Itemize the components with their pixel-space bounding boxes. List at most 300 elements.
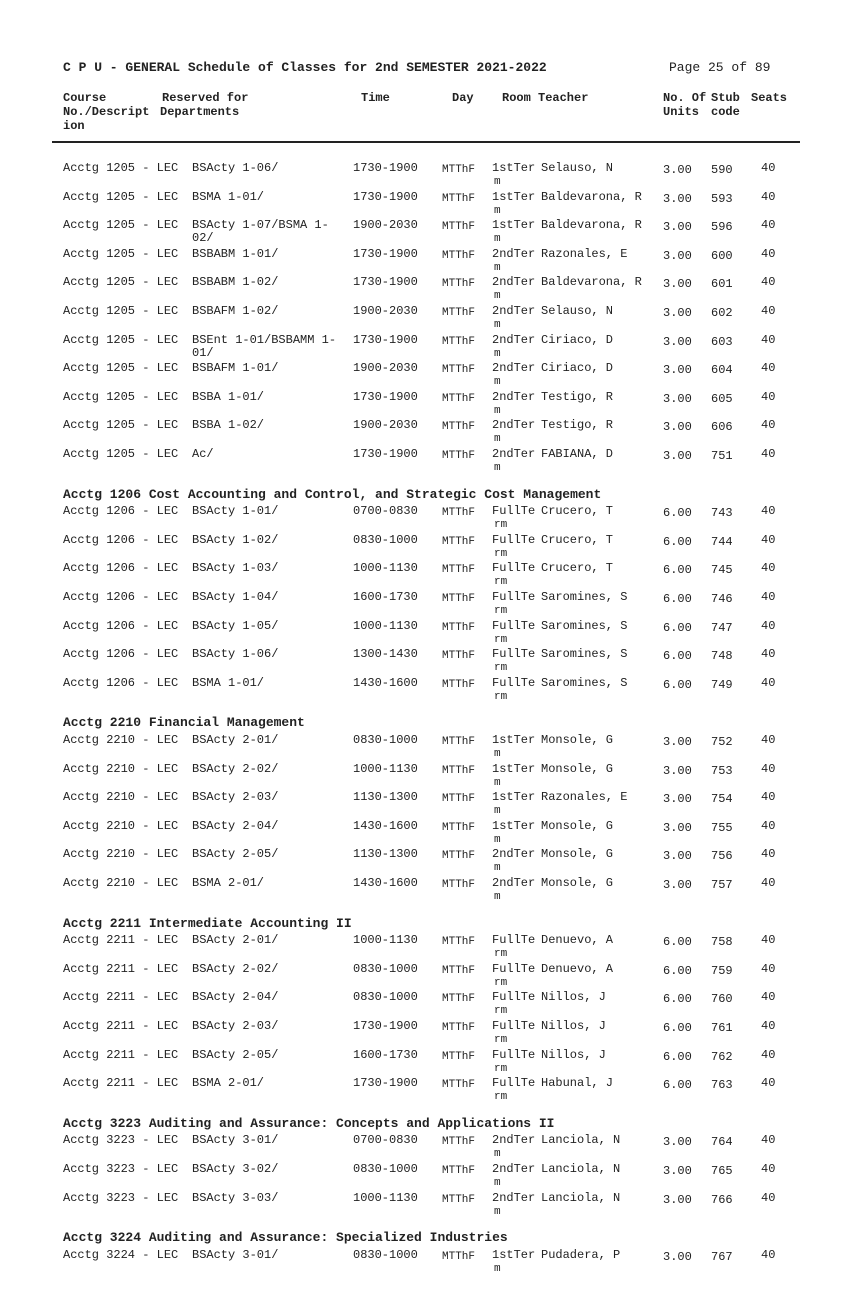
- day-cell: MTThF: [442, 307, 476, 319]
- column-header-course-line2: No./Descript: [63, 105, 150, 119]
- reserved-cell: Ac/: [192, 447, 214, 461]
- course-section-heading: Acctg 3224 Auditing and Assurance: Specialized Industries: [63, 1230, 508, 1245]
- teacher-cell: Baldevarona, R: [541, 218, 642, 232]
- seats-cell: 40: [761, 1133, 776, 1147]
- course-cell: Acctg 2211 - LEC: [63, 933, 179, 947]
- room-cell: 1stTer: [492, 733, 536, 747]
- room-cell: FullTe: [492, 676, 536, 690]
- room-cell: FullTe: [492, 590, 536, 604]
- room-cell-continued: rm: [494, 519, 508, 531]
- day-cell: MTThF: [442, 336, 476, 348]
- room-cell-continued: rm: [494, 1034, 508, 1046]
- room-cell-continued: rm: [494, 977, 508, 989]
- units-cell: 3.00: [663, 249, 692, 263]
- units-cell: 6.00: [663, 992, 692, 1006]
- column-header-reserved-line2: Departments: [160, 105, 240, 119]
- units-cell: 3.00: [663, 192, 692, 206]
- teacher-cell: Selauso, N: [541, 161, 614, 175]
- day-cell: MTThF: [442, 1022, 476, 1034]
- room-cell: 2ndTer: [492, 247, 536, 261]
- units-cell: 3.00: [663, 1250, 692, 1264]
- seats-cell: 40: [761, 447, 776, 461]
- room-cell: FullTe: [492, 1019, 536, 1033]
- time-cell: 1730-1900: [353, 333, 418, 347]
- day-cell: MTThF: [442, 736, 476, 748]
- units-cell: 3.00: [663, 420, 692, 434]
- room-cell: 1stTer: [492, 1248, 536, 1262]
- time-cell: 1000-1130: [353, 933, 418, 947]
- reserved-cell: BSActy 3-01/: [192, 1248, 279, 1262]
- seats-cell: 40: [761, 619, 776, 633]
- time-cell: 0830-1000: [353, 733, 418, 747]
- course-cell: Acctg 1205 - LEC: [63, 218, 179, 232]
- units-cell: 6.00: [663, 678, 692, 692]
- room-cell-continued: rm: [494, 1005, 508, 1017]
- room-cell-continued: m: [494, 433, 501, 445]
- stub-cell: 747: [711, 621, 733, 635]
- reserved-cell: BSActy 3-03/: [192, 1191, 279, 1205]
- room-cell: 1stTer: [492, 190, 536, 204]
- room-cell-continued: m: [494, 290, 501, 302]
- seats-cell: 40: [761, 762, 776, 776]
- course-cell: Acctg 1206 - LEC: [63, 561, 179, 575]
- seats-cell: 40: [761, 676, 776, 690]
- teacher-cell: Razonales, E: [541, 790, 628, 804]
- course-cell: Acctg 2210 - LEC: [63, 733, 179, 747]
- course-cell: Acctg 1206 - LEC: [63, 533, 179, 547]
- room-cell: 2ndTer: [492, 361, 536, 375]
- reserved-cell: BSMA 2-01/: [192, 876, 265, 890]
- reserved-cell: BSActy 2-01/: [192, 933, 279, 947]
- units-cell: 3.00: [663, 306, 692, 320]
- stub-cell: 601: [711, 277, 733, 291]
- units-cell: 3.00: [663, 849, 692, 863]
- units-cell: 6.00: [663, 1021, 692, 1035]
- room-cell-continued: m: [494, 462, 501, 474]
- room-cell: FullTe: [492, 962, 536, 976]
- seats-cell: 40: [761, 1048, 776, 1062]
- units-cell: 6.00: [663, 964, 692, 978]
- reserved-cell: BSMA 2-01/: [192, 1076, 265, 1090]
- stub-cell: 765: [711, 1164, 733, 1178]
- page-number: Page 25 of 89: [669, 60, 771, 75]
- day-cell: MTThF: [442, 993, 476, 1005]
- room-cell: 1stTer: [492, 819, 536, 833]
- course-cell: Acctg 3223 - LEC: [63, 1162, 179, 1176]
- course-cell: Acctg 1205 - LEC: [63, 275, 179, 289]
- day-cell: MTThF: [442, 1165, 476, 1177]
- day-cell: MTThF: [442, 1051, 476, 1063]
- room-cell: 2ndTer: [492, 275, 536, 289]
- course-cell: Acctg 2211 - LEC: [63, 962, 179, 976]
- room-cell-continued: m: [494, 405, 501, 417]
- column-header-reserved-line1: Reserved for: [162, 91, 249, 105]
- room-cell-continued: m: [494, 834, 501, 846]
- column-header-day: Day: [452, 91, 474, 105]
- reserved-cell: BSActy 1-05/: [192, 619, 279, 633]
- stub-cell: 761: [711, 1021, 733, 1035]
- teacher-cell: Saromines, S: [541, 647, 628, 661]
- day-cell: MTThF: [442, 650, 476, 662]
- units-cell: 3.00: [663, 1193, 692, 1207]
- course-section-heading: Acctg 2210 Financial Management: [63, 715, 305, 730]
- day-cell: MTThF: [442, 1194, 476, 1206]
- stub-cell: 767: [711, 1250, 733, 1264]
- room-cell: 2ndTer: [492, 847, 536, 861]
- stub-cell: 766: [711, 1193, 733, 1207]
- time-cell: 1130-1300: [353, 790, 418, 804]
- room-cell: 2ndTer: [492, 876, 536, 890]
- seats-cell: 40: [761, 275, 776, 289]
- teacher-cell: Nillos, J: [541, 1048, 606, 1062]
- time-cell: 1900-2030: [353, 304, 418, 318]
- column-header-course-line3: ion: [63, 119, 85, 133]
- stub-cell: 759: [711, 964, 733, 978]
- time-cell: 1600-1730: [353, 590, 418, 604]
- seats-cell: 40: [761, 361, 776, 375]
- teacher-cell: Lanciola, N: [541, 1133, 621, 1147]
- reserved-cell: BSActy 2-05/: [192, 1048, 279, 1062]
- room-cell: 2ndTer: [492, 447, 536, 461]
- page-title: C P U - GENERAL Schedule of Classes for 2nd SEMESTER 2021-2022: [63, 60, 547, 75]
- course-cell: Acctg 1205 - LEC: [63, 161, 179, 175]
- time-cell: 0830-1000: [353, 990, 418, 1004]
- seats-cell: 40: [761, 847, 776, 861]
- reserved-cell: BSActy 2-02/: [192, 962, 279, 976]
- room-cell-continued: m: [494, 348, 501, 360]
- units-cell: 3.00: [663, 449, 692, 463]
- units-cell: 3.00: [663, 392, 692, 406]
- room-cell: 1stTer: [492, 762, 536, 776]
- teacher-cell: Monsole, G: [541, 762, 614, 776]
- course-cell: Acctg 2211 - LEC: [63, 990, 179, 1004]
- time-cell: 0830-1000: [353, 1248, 418, 1262]
- time-cell: 0700-0830: [353, 1133, 418, 1147]
- stub-cell: 602: [711, 306, 733, 320]
- course-cell: Acctg 3223 - LEC: [63, 1133, 179, 1147]
- time-cell: 1730-1900: [353, 275, 418, 289]
- reserved-cell: BSActy 2-04/: [192, 990, 279, 1004]
- seats-cell: 40: [761, 1076, 776, 1090]
- seats-cell: 40: [761, 790, 776, 804]
- room-cell-continued: m: [494, 777, 501, 789]
- time-cell: 1300-1430: [353, 647, 418, 661]
- day-cell: MTThF: [442, 850, 476, 862]
- course-cell: Acctg 1205 - LEC: [63, 361, 179, 375]
- units-cell: 6.00: [663, 535, 692, 549]
- column-header-course-line1: Course: [63, 91, 107, 105]
- room-cell-continued: rm: [494, 691, 508, 703]
- stub-cell: 748: [711, 649, 733, 663]
- room-cell-continued: m: [494, 805, 501, 817]
- teacher-cell: Saromines, S: [541, 676, 628, 690]
- units-cell: 6.00: [663, 649, 692, 663]
- room-cell-continued: m: [494, 205, 501, 217]
- reserved-cell: BSActy 2-03/: [192, 790, 279, 804]
- units-cell: 3.00: [663, 1135, 692, 1149]
- time-cell: 0830-1000: [353, 1162, 418, 1176]
- time-cell: 1730-1900: [353, 1019, 418, 1033]
- reserved-cell: BSActy 1-01/: [192, 504, 279, 518]
- room-cell-continued: rm: [494, 634, 508, 646]
- course-cell: Acctg 2210 - LEC: [63, 819, 179, 833]
- units-cell: 3.00: [663, 163, 692, 177]
- seats-cell: 40: [761, 218, 776, 232]
- stub-cell: 758: [711, 935, 733, 949]
- room-cell: FullTe: [492, 1076, 536, 1090]
- units-cell: 3.00: [663, 1164, 692, 1178]
- course-cell: Acctg 2210 - LEC: [63, 847, 179, 861]
- stub-cell: 757: [711, 878, 733, 892]
- day-cell: MTThF: [442, 193, 476, 205]
- seats-cell: 40: [761, 1162, 776, 1176]
- teacher-cell: Monsole, G: [541, 847, 614, 861]
- teacher-cell: Selauso, N: [541, 304, 614, 318]
- room-cell: FullTe: [492, 561, 536, 575]
- day-cell: MTThF: [442, 936, 476, 948]
- seats-cell: 40: [761, 504, 776, 518]
- reserved-cell: BSActy 3-01/: [192, 1133, 279, 1147]
- room-cell: 2ndTer: [492, 304, 536, 318]
- day-cell: MTThF: [442, 364, 476, 376]
- time-cell: 0700-0830: [353, 504, 418, 518]
- course-cell: Acctg 2211 - LEC: [63, 1076, 179, 1090]
- reserved-cell: BSBABM 1-01/: [192, 247, 279, 261]
- room-cell: 2ndTer: [492, 1162, 536, 1176]
- room-cell-continued: m: [494, 891, 501, 903]
- stub-cell: 749: [711, 678, 733, 692]
- room-cell: 2ndTer: [492, 390, 536, 404]
- units-cell: 6.00: [663, 506, 692, 520]
- seats-cell: 40: [761, 161, 776, 175]
- stub-cell: 763: [711, 1078, 733, 1092]
- day-cell: MTThF: [442, 536, 476, 548]
- day-cell: MTThF: [442, 221, 476, 233]
- day-cell: MTThF: [442, 593, 476, 605]
- day-cell: MTThF: [442, 164, 476, 176]
- time-cell: 1000-1130: [353, 1191, 418, 1205]
- room-cell-continued: m: [494, 1206, 501, 1218]
- units-cell: 3.00: [663, 764, 692, 778]
- units-cell: 3.00: [663, 277, 692, 291]
- seats-cell: 40: [761, 819, 776, 833]
- room-cell: FullTe: [492, 933, 536, 947]
- course-cell: Acctg 1206 - LEC: [63, 504, 179, 518]
- units-cell: 3.00: [663, 735, 692, 749]
- time-cell: 1730-1900: [353, 190, 418, 204]
- room-cell: 1stTer: [492, 790, 536, 804]
- day-cell: MTThF: [442, 564, 476, 576]
- units-cell: 6.00: [663, 1078, 692, 1092]
- teacher-cell: Testigo, R: [541, 390, 614, 404]
- time-cell: 1000-1130: [353, 619, 418, 633]
- units-cell: 6.00: [663, 621, 692, 635]
- seats-cell: 40: [761, 561, 776, 575]
- course-cell: Acctg 1205 - LEC: [63, 333, 179, 347]
- reserved-cell: BSBABM 1-02/: [192, 275, 279, 289]
- room-cell-continued: rm: [494, 576, 508, 588]
- teacher-cell: Habunal, J: [541, 1076, 614, 1090]
- column-header-seats: Seats: [751, 91, 788, 105]
- course-section-heading: Acctg 1206 Cost Accounting and Control, and Strategic Cost Management: [63, 487, 602, 502]
- day-cell: MTThF: [442, 679, 476, 691]
- stub-cell: 605: [711, 392, 733, 406]
- seats-cell: 40: [761, 647, 776, 661]
- seats-cell: 40: [761, 876, 776, 890]
- room-cell-continued: m: [494, 233, 501, 245]
- teacher-cell: Ciriaco, D: [541, 361, 614, 375]
- time-cell: 1730-1900: [353, 1076, 418, 1090]
- seats-cell: 40: [761, 933, 776, 947]
- day-cell: MTThF: [442, 793, 476, 805]
- reserved-cell: BSActy 1-03/: [192, 561, 279, 575]
- room-cell-continued: m: [494, 1263, 501, 1275]
- units-cell: 6.00: [663, 1050, 692, 1064]
- reserved-cell: BSBA 1-01/: [192, 390, 265, 404]
- teacher-cell: Crucero, T: [541, 504, 614, 518]
- units-cell: 3.00: [663, 363, 692, 377]
- day-cell: MTThF: [442, 765, 476, 777]
- stub-cell: 593: [711, 192, 733, 206]
- day-cell: MTThF: [442, 450, 476, 462]
- course-cell: Acctg 1206 - LEC: [63, 676, 179, 690]
- course-cell: Acctg 1206 - LEC: [63, 619, 179, 633]
- time-cell: 1430-1600: [353, 876, 418, 890]
- teacher-cell: Monsole, G: [541, 876, 614, 890]
- teacher-cell: Nillos, J: [541, 1019, 606, 1033]
- room-cell-continued: m: [494, 748, 501, 760]
- day-cell: MTThF: [442, 965, 476, 977]
- time-cell: 0830-1000: [353, 533, 418, 547]
- units-cell: 3.00: [663, 220, 692, 234]
- room-cell: 2ndTer: [492, 333, 536, 347]
- teacher-cell: Monsole, G: [541, 819, 614, 833]
- room-cell: 2ndTer: [492, 1133, 536, 1147]
- seats-cell: 40: [761, 1248, 776, 1262]
- stub-cell: 604: [711, 363, 733, 377]
- seats-cell: 40: [761, 333, 776, 347]
- time-cell: 1730-1900: [353, 161, 418, 175]
- course-cell: Acctg 1205 - LEC: [63, 418, 179, 432]
- stub-cell: 752: [711, 735, 733, 749]
- room-cell-continued: m: [494, 1148, 501, 1160]
- seats-cell: 40: [761, 590, 776, 604]
- reserved-cell: BSBA 1-02/: [192, 418, 265, 432]
- stub-cell: 745: [711, 563, 733, 577]
- stub-cell: 756: [711, 849, 733, 863]
- reserved-cell: BSActy 1-07/BSMA 1-: [192, 218, 329, 232]
- stub-cell: 590: [711, 163, 733, 177]
- day-cell: MTThF: [442, 822, 476, 834]
- course-cell: Acctg 2210 - LEC: [63, 876, 179, 890]
- stub-cell: 762: [711, 1050, 733, 1064]
- teacher-cell: Nillos, J: [541, 990, 606, 1004]
- course-cell: Acctg 1205 - LEC: [63, 390, 179, 404]
- column-header-units-line1: No. Of: [663, 91, 707, 105]
- room-cell: 2ndTer: [492, 1191, 536, 1205]
- teacher-cell: Lanciola, N: [541, 1191, 621, 1205]
- room-cell-continued: m: [494, 319, 501, 331]
- stub-cell: 603: [711, 335, 733, 349]
- course-cell: Acctg 1206 - LEC: [63, 590, 179, 604]
- reserved-cell: BSActy 3-02/: [192, 1162, 279, 1176]
- units-cell: 3.00: [663, 878, 692, 892]
- room-cell-continued: rm: [494, 1063, 508, 1075]
- room-cell: FullTe: [492, 1048, 536, 1062]
- stub-cell: 755: [711, 821, 733, 835]
- room-cell-continued: rm: [494, 1091, 508, 1103]
- day-cell: MTThF: [442, 622, 476, 634]
- room-cell: FullTe: [492, 619, 536, 633]
- day-cell: MTThF: [442, 278, 476, 290]
- room-cell-continued: m: [494, 176, 501, 188]
- column-header-stub-line2: code: [711, 105, 740, 119]
- day-cell: MTThF: [442, 1136, 476, 1148]
- day-cell: MTThF: [442, 421, 476, 433]
- seats-cell: 40: [761, 247, 776, 261]
- time-cell: 1900-2030: [353, 418, 418, 432]
- time-cell: 1000-1130: [353, 762, 418, 776]
- seats-cell: 40: [761, 418, 776, 432]
- room-cell: FullTe: [492, 504, 536, 518]
- room-cell-continued: m: [494, 376, 501, 388]
- teacher-cell: Baldevarona, R: [541, 275, 642, 289]
- room-cell-continued: rm: [494, 548, 508, 560]
- course-cell: Acctg 1205 - LEC: [63, 447, 179, 461]
- teacher-cell: Razonales, E: [541, 247, 628, 261]
- room-cell-continued: rm: [494, 948, 508, 960]
- units-cell: 6.00: [663, 935, 692, 949]
- column-header-units-line2: Units: [663, 105, 700, 119]
- time-cell: 1730-1900: [353, 247, 418, 261]
- day-cell: MTThF: [442, 1251, 476, 1263]
- reserved-cell: BSActy 2-01/: [192, 733, 279, 747]
- day-cell: MTThF: [442, 250, 476, 262]
- course-cell: Acctg 1206 - LEC: [63, 647, 179, 661]
- units-cell: 6.00: [663, 563, 692, 577]
- room-cell: 1stTer: [492, 218, 536, 232]
- course-cell: Acctg 1205 - LEC: [63, 247, 179, 261]
- reserved-cell: BSMA 1-01/: [192, 676, 265, 690]
- reserved-cell: BSEnt 1-01/BSBAMM 1-: [192, 333, 337, 347]
- room-cell-continued: m: [494, 1177, 501, 1189]
- time-cell: 1430-1600: [353, 676, 418, 690]
- stub-cell: 606: [711, 420, 733, 434]
- stub-cell: 746: [711, 592, 733, 606]
- room-cell: FullTe: [492, 990, 536, 1004]
- teacher-cell: Lanciola, N: [541, 1162, 621, 1176]
- units-cell: 6.00: [663, 592, 692, 606]
- stub-cell: 751: [711, 449, 733, 463]
- course-cell: Acctg 2210 - LEC: [63, 762, 179, 776]
- room-cell-continued: rm: [494, 662, 508, 674]
- units-cell: 3.00: [663, 335, 692, 349]
- time-cell: 1730-1900: [353, 390, 418, 404]
- reserved-cell: BSActy 1-02/: [192, 533, 279, 547]
- time-cell: 1900-2030: [353, 361, 418, 375]
- reserved-cell: BSBAFM 1-01/: [192, 361, 279, 375]
- room-cell: 1stTer: [492, 161, 536, 175]
- teacher-cell: Saromines, S: [541, 590, 628, 604]
- teacher-cell: Saromines, S: [541, 619, 628, 633]
- stub-cell: 754: [711, 792, 733, 806]
- time-cell: 1900-2030: [353, 218, 418, 232]
- stub-cell: 600: [711, 249, 733, 263]
- reserved-cell-continued: 01/: [192, 346, 214, 360]
- time-cell: 1000-1130: [353, 561, 418, 575]
- seats-cell: 40: [761, 190, 776, 204]
- course-cell: Acctg 2211 - LEC: [63, 1048, 179, 1062]
